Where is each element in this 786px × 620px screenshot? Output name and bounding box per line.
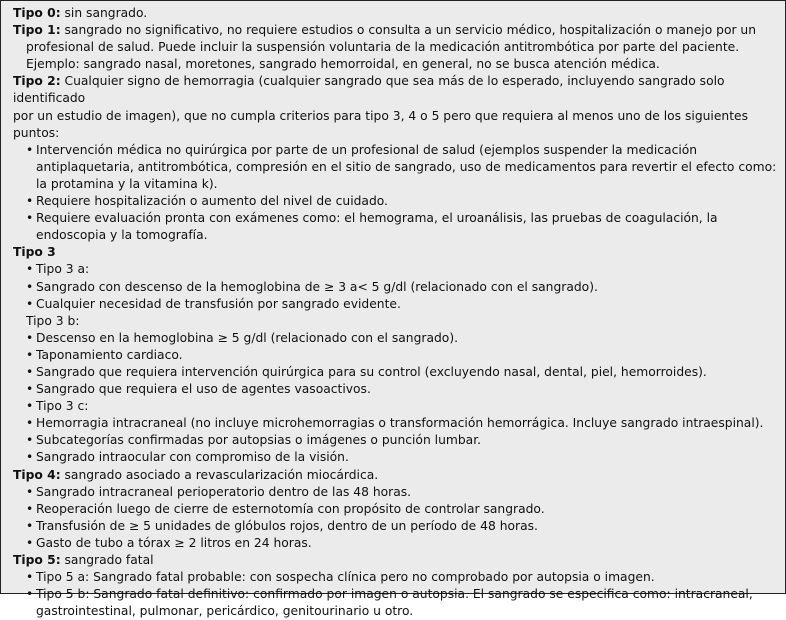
list-item-text: Descenso en la hemoglobina ≥ 5 g/dl (relacionado con el sangrado). xyxy=(36,330,459,345)
bullet-icon: • xyxy=(26,262,34,277)
list-item xyxy=(13,330,777,347)
tipo1-row xyxy=(13,22,777,39)
bullet-icon: • xyxy=(26,142,34,157)
tipo1-example: Ejemplo: sangrado nasal, moretones, sangrado hemorroidal, en general, no se busca atención médica. xyxy=(26,57,660,72)
list-item xyxy=(13,518,777,535)
list-item xyxy=(13,586,777,620)
tipo1-continuation: profesional de salud. Puede incluir la suspensión voluntaria de la medicación antitrombótica por parte del paciente. xyxy=(26,40,740,55)
tipo5-text: sangrado fatal xyxy=(60,553,154,567)
list-item xyxy=(13,449,777,466)
tipo1-label: Tipo 1: xyxy=(13,23,61,38)
tipo4-label: Tipo 4: xyxy=(13,467,61,482)
list-item xyxy=(13,535,777,552)
list-item xyxy=(13,210,777,244)
list-item-text: Subcategorías confirmadas por autopsias o imágenes o punción lumbar. xyxy=(36,433,482,448)
list-item xyxy=(13,364,777,381)
list-item-text: Tipo 5 a: Sangrado fatal probable: con sospecha clínica pero no comprobado por autopsia o imagen. xyxy=(36,570,655,585)
bullet-icon: • xyxy=(26,399,34,414)
bullet-icon: • xyxy=(26,194,34,209)
list-item xyxy=(13,381,777,398)
list-item xyxy=(13,347,777,364)
list-item-text: Sangrado con descenso de la hemoglobina de ≥ 3 a< 5 g/dl (relacionado con el sangrado). xyxy=(36,279,598,294)
list-item-text: Reoperación luego de cierre de esternotomía con propósito de controlar sangrado. xyxy=(36,501,545,516)
tipo4-text: sangrado asociado a revascularización miocárdica. xyxy=(60,467,379,482)
list-item-text: Hemorragia intracraneal (no incluye microhemorragias o transformación hemorrágica. Incluye sangrado intraespinal). xyxy=(36,416,764,431)
tipo3a-label: Tipo 3 a: xyxy=(36,262,90,277)
list-item-text: Sangrado que requiera intervención quirúrgica para su control (excluyendo nasal, dental, piel, hemorroides). xyxy=(36,364,707,379)
list-item-text: Requiere hospitalización o aumento del nivel de cuidado. xyxy=(36,194,388,209)
tipo3-row xyxy=(13,244,777,261)
list-item xyxy=(13,398,777,415)
tipo5-row xyxy=(13,552,777,569)
tipo0-row xyxy=(13,5,777,22)
list-item xyxy=(13,501,777,518)
tipo3c-label: Tipo 3 c: xyxy=(36,399,89,414)
bullet-icon: • xyxy=(26,330,34,345)
list-item xyxy=(13,432,777,449)
list-item-text: Taponamiento cardiaco. xyxy=(36,347,183,362)
tipo0-text: sin sangrado. xyxy=(60,6,148,20)
tipo2-text: Cualquier signo de hemorragia (cualquier sangrado que sea más de lo esperado, incluyendo sangrado solo identificado xyxy=(13,74,725,106)
tipo2-row xyxy=(13,73,777,107)
tipo0-label: Tipo 0: xyxy=(13,6,61,20)
bullet-icon: • xyxy=(26,347,34,362)
list-item-text: Intervención médica no quirúrgica por parte de un profesional de salud (ejemplos suspender la medicación antiplaquetaria, antitrombótica, compresión en el sitio de sangrado, uso de medicamentos para revertir el efecto como: la protamina y la vitamina k). xyxy=(36,142,777,191)
tipo2-label: Tipo 2: xyxy=(13,74,61,89)
list-item xyxy=(13,296,777,313)
list-item-text: Tipo 5 b: Sangrado fatal definitivo: confirmado por imagen o autopsia. El sangrado se especifica como: intracraneal, gastrointestinal, pulmonar, pericárdico, genitourinario u otro. xyxy=(36,587,753,619)
bullet-icon: • xyxy=(26,364,34,379)
list-item-text: Sangrado que requiera el uso de agentes vasoactivos. xyxy=(36,382,371,397)
bullet-icon: • xyxy=(26,382,34,397)
tipo1-text: sangrado no significativo, no requiere estudios o consulta a un servicio médico, hospitalización o manejo por un xyxy=(60,23,757,38)
bullet-icon: • xyxy=(26,570,34,585)
list-item xyxy=(13,193,777,210)
list-item xyxy=(13,415,777,432)
bullet-icon: • xyxy=(26,518,34,533)
bullet-icon: • xyxy=(26,484,34,499)
bullet-icon: • xyxy=(26,296,34,311)
list-item xyxy=(13,142,777,193)
list-item xyxy=(13,279,777,296)
list-item xyxy=(13,569,777,586)
bullet-icon: • xyxy=(26,279,34,294)
list-item-text: Cualquier necesidad de transfusión por sangrado evidente. xyxy=(36,296,401,311)
tipo4-row xyxy=(13,467,777,484)
list-item xyxy=(13,484,777,501)
list-item-text: Sangrado intracraneal perioperatorio dentro de las 48 horas. xyxy=(36,484,412,499)
bullet-icon: • xyxy=(26,211,34,226)
tipo5-label: Tipo 5: xyxy=(13,553,61,567)
list-item-text: Gasto de tubo a tórax ≥ 2 litros en 24 horas. xyxy=(36,535,312,550)
bullet-icon: • xyxy=(26,416,34,431)
bullet-icon: • xyxy=(26,433,34,448)
bullet-icon: • xyxy=(26,501,34,516)
bullet-icon: • xyxy=(26,535,34,550)
list-item-text: Transfusión de ≥ 5 unidades de glóbulos rojos, dentro de un período de 48 horas. xyxy=(36,518,538,533)
list-item-text: Requiere evaluación pronta con exámenes como: el hemograma, el uroanálisis, las pruebas de coagulación, la endoscopia y la tomografía. xyxy=(36,211,718,243)
tipo2-continuation: por un estudio de imagen), que no cumpla criterios para tipo 3, 4 o 5 pero que requiera al menos uno de los siguientes puntos: xyxy=(13,108,748,140)
list-item xyxy=(13,261,777,278)
tipo3b-label: Tipo 3 b: xyxy=(26,313,80,328)
table-content xyxy=(1,1,785,620)
bullet-icon: • xyxy=(26,450,34,465)
tipo3-label: Tipo 3 xyxy=(13,245,56,260)
list-item-text: Sangrado intraocular con compromiso de la visión. xyxy=(36,450,349,465)
bullet-icon: • xyxy=(26,587,34,602)
